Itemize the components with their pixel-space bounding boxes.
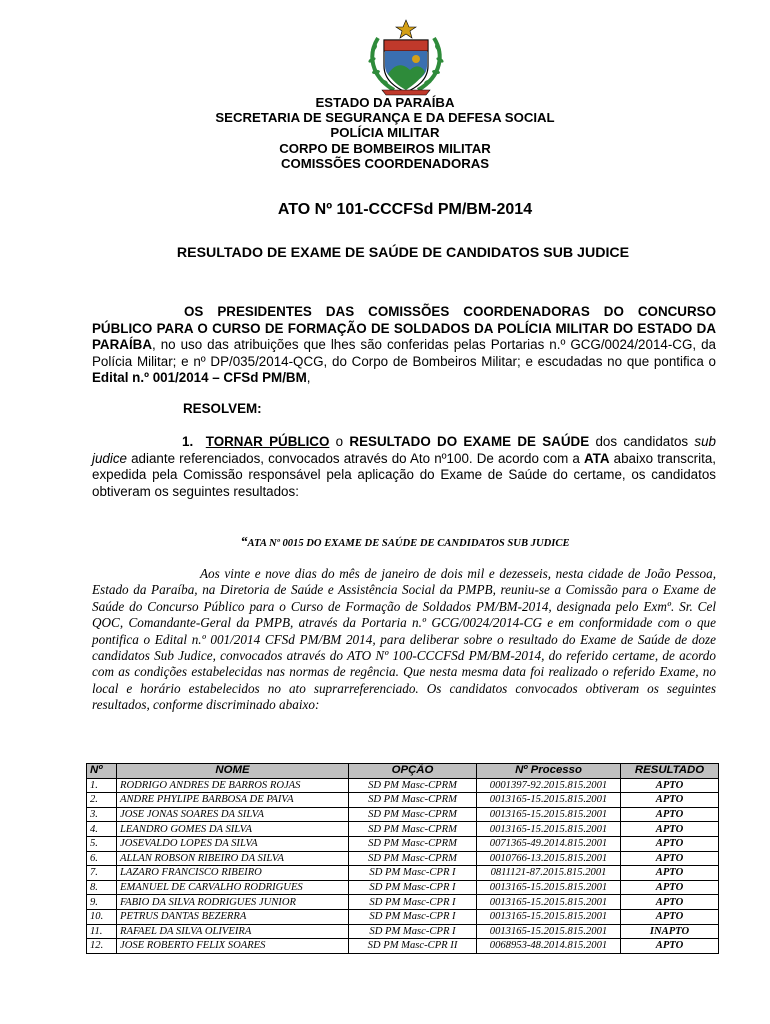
ata-body: [92, 566, 716, 714]
cell-number: 7.: [87, 866, 117, 881]
document-header: [0, 95, 770, 171]
item-1-connector: o: [329, 434, 350, 449]
cell-process: 0013165-15.2015.815.2001: [477, 822, 621, 837]
cell-option: SD PM Masc-CPR I: [349, 895, 477, 910]
table-row: [87, 939, 719, 954]
cell-option: SD PM Masc-CPR I: [349, 924, 477, 939]
resolvem-heading: RESOLVEM:: [183, 401, 262, 416]
col-header-option: OPÇÃO: [349, 764, 477, 779]
cell-option: SD PM Masc-CPRM: [349, 807, 477, 822]
cell-name: JOSE JONAS SOARES DA SILVA: [117, 807, 349, 822]
cell-name: JOSE ROBERTO FELIX SOARES: [117, 939, 349, 954]
cell-process: 0013165-15.2015.815.2001: [477, 880, 621, 895]
cell-result: APTO: [621, 909, 719, 924]
cell-number: 2.: [87, 793, 117, 808]
cell-process: 0013165-15.2015.815.2001: [477, 807, 621, 822]
header-line-fire-brigade: CORPO DE BOMBEIROS MILITAR: [279, 140, 491, 156]
col-header-number: Nº: [87, 764, 117, 779]
item-1-resultado: RESULTADO DO EXAME DE SAÚDE: [349, 434, 590, 449]
cell-option: SD PM Masc-CPR I: [349, 866, 477, 881]
cell-result: INAPTO: [621, 924, 719, 939]
cell-option: SD PM Masc-CPRM: [349, 822, 477, 837]
table-row: [87, 909, 719, 924]
cell-result: APTO: [621, 807, 719, 822]
col-header-process: Nº Processo: [477, 764, 621, 779]
header-line-military-police: POLÍCIA MILITAR: [330, 125, 440, 141]
preamble-paragraph: [92, 304, 716, 387]
coat-of-arms-icon: [364, 18, 448, 96]
cell-name: ALLAN ROBSON RIBEIRO DA SILVA: [117, 851, 349, 866]
table-row: [87, 924, 719, 939]
table-row: [87, 895, 719, 910]
cell-process: 0013165-15.2015.815.2001: [477, 895, 621, 910]
cell-process: 0013165-15.2015.815.2001: [477, 909, 621, 924]
cell-result: APTO: [621, 851, 719, 866]
ata-body-text: Aos vinte e nove dias do mês de janeiro de dois mil e dezesseis, nesta cidade de João Pessoa, Estado da Paraíba, na Diretoria de Saúde e Assistência Social da PMPB, reuniu-se a Comissão para o Exame de Saúde do Concurso Público para o Curso de Formação de Soldados PM/BM-2014, designada pelo Exmº. Sr. Cel QOC, Comandante-Geral da PMPB, através da Portaria n.º GCG/0024/2014-CG e em conformidade com o que pontifica o Edital n.º 001/2014 CFSd PM/BM 2014, para deliberar sobre o resultado do Exame de Saúde de doze candidatos Sub Judice, convocados através do ATO Nº 100-CCCFSd PM/BM-2014, do referido certame, de acordo com as condições estabelecidas nas normas de regência. Que nesta mesma data foi realizado o referido Exame, no local e horário estabelecidos no ato suprarreferenciado. Os candidatos convocados obtiveram os seguintes resultados, conforme discriminado abaixo:: [92, 566, 716, 713]
preamble-text-2: ,: [306, 370, 311, 386]
cell-number: 6.: [87, 851, 117, 866]
cell-number: 4.: [87, 822, 117, 837]
table-row: [87, 807, 719, 822]
cell-number: 8.: [87, 880, 117, 895]
ata-title: [0, 535, 770, 551]
table-row: [87, 851, 719, 866]
cell-process: 0001397-92.2015.815.2001: [477, 778, 621, 793]
cell-number: 1.: [87, 778, 117, 793]
cell-number: 10.: [87, 909, 117, 924]
cell-result: APTO: [621, 939, 719, 954]
cell-process: 0013165-15.2015.815.2001: [477, 924, 621, 939]
cell-result: APTO: [621, 822, 719, 837]
cell-option: SD PM Masc-CPRM: [349, 778, 477, 793]
item-1-tornar: TORNAR PÚBLICO: [205, 434, 330, 449]
cell-name: ANDRE PHYLIPE BARBOSA DE PAIVA: [117, 793, 349, 808]
cell-result: APTO: [621, 836, 719, 851]
cell-process: 0071365-49.2014.815.2001: [477, 836, 621, 851]
cell-number: 11.: [87, 924, 117, 939]
results-table: [86, 763, 719, 954]
item-1-paragraph: [92, 434, 716, 500]
header-line-commissions: COMISSÕES COORDENADORAS: [280, 155, 490, 171]
cell-name: JOSEVALDO LOPES DA SILVA: [117, 836, 349, 851]
table-row: [87, 793, 719, 808]
header-line-secretariat: SECRETARIA DE SEGURANÇA E DA DEFESA SOCIAL: [215, 110, 555, 126]
table-row: [87, 866, 719, 881]
cell-option: SD PM Masc-CPRM: [349, 836, 477, 851]
preamble-bold-intro: OS PRESIDENTES DAS COMISSÕES COORDENADORAS DO CONCURSO PÚBLICO PARA O CURSO DE FORMAÇÃO DE SOLDADOS DA POLÍCIA MILITAR DO ESTADO DA PARAÍBA: [92, 304, 716, 353]
col-header-name: NOME: [117, 764, 349, 779]
cell-process: 0010766-13.2015.815.2001: [477, 851, 621, 866]
cell-option: SD PM Masc-CPRM: [349, 793, 477, 808]
table-row: [87, 822, 719, 837]
preamble-text-1: , no uso das atribuições que lhes são conferidas pelas Portarias n.º GCG/0024/2014-CG, da Polícia Militar; e nº DP/035/2014-QCG, do Corpo de Bombeiros Militar; e escudadas no que pontifica o: [92, 337, 716, 369]
cell-name: LAZARO FRANCISCO RIBEIRO: [117, 866, 349, 881]
table-header-row: [87, 764, 719, 779]
cell-result: APTO: [621, 778, 719, 793]
cell-process: 0013165-15.2015.815.2001: [477, 793, 621, 808]
ato-title: ATO Nº 101-CCCFSd PM/BM-2014: [277, 201, 533, 218]
ata-quote-mark: “: [240, 535, 248, 550]
cell-result: APTO: [621, 866, 719, 881]
cell-name: RAFAEL DA SILVA OLIVEIRA: [117, 924, 349, 939]
cell-process: 0068953-48.2014.815.2001: [477, 939, 621, 954]
table-row: [87, 880, 719, 895]
cell-name: PETRUS DANTAS BEZERRA: [117, 909, 349, 924]
cell-result: APTO: [621, 895, 719, 910]
cell-name: FABIO DA SILVA RODRIGUES JUNIOR: [117, 895, 349, 910]
cell-result: APTO: [621, 793, 719, 808]
header-line-state: ESTADO DA PARAÍBA: [315, 95, 455, 110]
preamble-edital: Edital n.º 001/2014 – CFSd PM/BM: [92, 370, 307, 386]
table-row: [87, 778, 719, 793]
item-1-text-3: abaixo transcrita, expedida pela Comissão responsável pela aplicação do Exame de Saúde do certame, os candidatos obtiveram os seguintes resultados:: [92, 450, 716, 499]
cell-result: APTO: [621, 880, 719, 895]
cell-name: RODRIGO ANDRES DE BARROS ROJAS: [117, 778, 349, 793]
cell-number: 5.: [87, 836, 117, 851]
cell-option: SD PM Masc-CPRM: [349, 851, 477, 866]
item-1-text-2: adiante referenciados, convocados através do Ato nº100. De acordo com a: [127, 450, 584, 466]
cell-name: LEANDRO GOMES DA SILVA: [117, 822, 349, 837]
cell-name: EMANUEL DE CARVALHO RODRIGUES: [117, 880, 349, 895]
item-1-ata: ATA: [583, 450, 610, 466]
cell-number: 9.: [87, 895, 117, 910]
cell-option: SD PM Masc-CPR I: [349, 880, 477, 895]
item-1-number: 1.: [182, 434, 194, 449]
cell-option: SD PM Masc-CPR I: [349, 909, 477, 924]
resultado-title: RESULTADO DE EXAME DE SAÚDE DE CANDIDATOS SUB JUDICE: [176, 245, 630, 261]
item-1-sub-judice: sub judice: [92, 434, 716, 466]
table-row: [87, 836, 719, 851]
cell-number: 12.: [87, 939, 117, 954]
col-header-result: RESULTADO: [621, 764, 719, 779]
cell-number: 3.: [87, 807, 117, 822]
cell-option: SD PM Masc-CPR II: [349, 939, 477, 954]
item-1-text-1: dos candidatos: [589, 434, 695, 449]
ata-title-text: ATA Nº 0015 DO EXAME DE SAÚDE DE CANDIDATOS SUB JUDICE: [247, 538, 570, 549]
cell-process: 0811121-87.2015.815.2001: [477, 866, 621, 881]
